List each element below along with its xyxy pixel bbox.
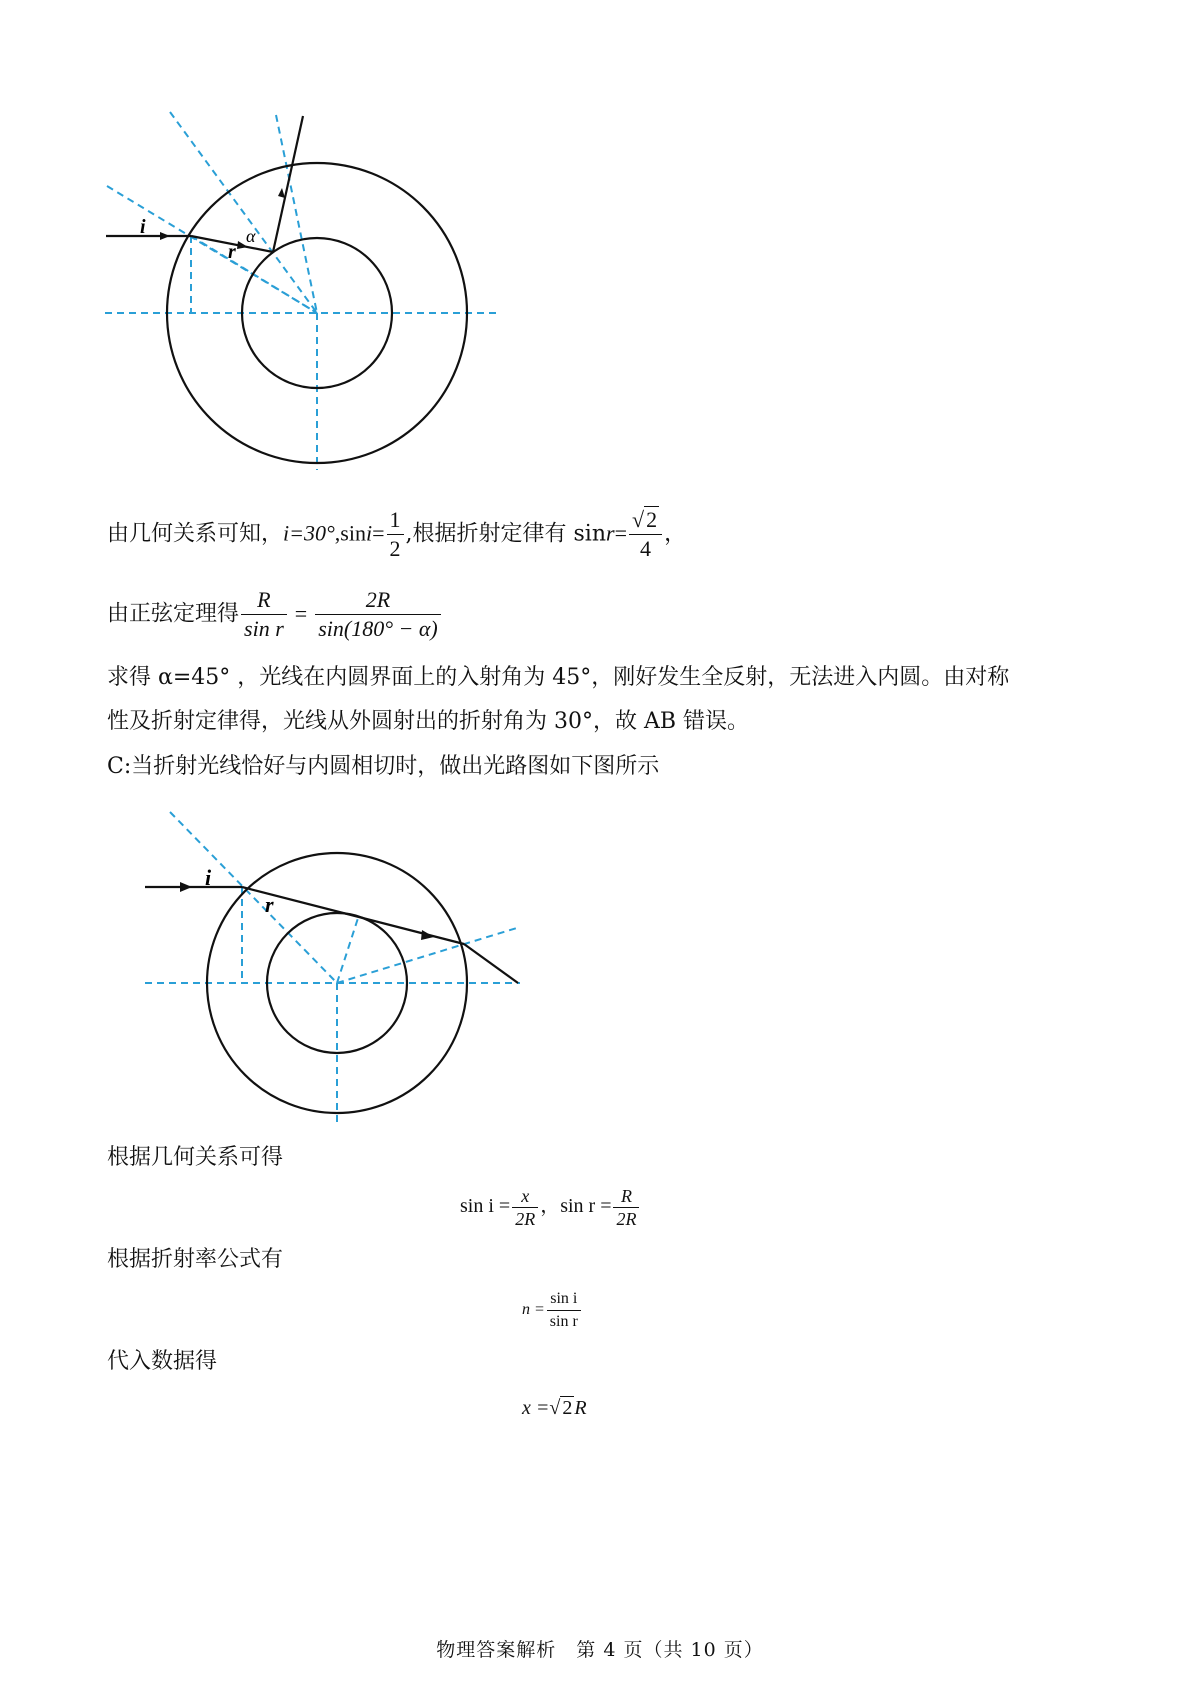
paragraph-6-lead: 代入数据得 bbox=[107, 1349, 218, 1374]
p1-r: r bbox=[606, 520, 615, 546]
eq2-num: R bbox=[613, 1185, 639, 1208]
figure-2-ray-diagram bbox=[140, 800, 530, 1130]
eq1-num: x bbox=[512, 1185, 538, 1208]
p1-half-num: 1 bbox=[387, 506, 404, 535]
n-den: sin r bbox=[549, 1313, 578, 1330]
label-i-2: i bbox=[205, 865, 212, 890]
p1-eq2: = bbox=[614, 520, 627, 546]
p2-eq: = bbox=[294, 600, 308, 626]
eq2-fraction bbox=[613, 1185, 639, 1230]
n-fraction bbox=[547, 1288, 581, 1333]
equation-n bbox=[522, 1288, 583, 1333]
label-r: r bbox=[228, 241, 236, 263]
p2-fraction-2 bbox=[315, 586, 441, 643]
p2-lead: 由正弦定理得 bbox=[107, 601, 240, 627]
p2-f1-den: sin r bbox=[244, 616, 284, 641]
p1-mid: ,根据折射定律有 sin bbox=[405, 521, 606, 547]
p1-sqrt-val: 2 bbox=[646, 507, 658, 532]
eq1-left: sin i = bbox=[460, 1195, 511, 1218]
paragraph-5-lead: 根据折射率公式有 bbox=[107, 1247, 284, 1272]
eq-sep: ， bbox=[540, 1195, 561, 1218]
p1-sin: ,sin bbox=[334, 520, 366, 546]
p1-end: ， bbox=[664, 521, 687, 547]
eq2-den: 2R bbox=[616, 1209, 637, 1229]
label-r-2: r bbox=[265, 892, 274, 917]
p2-f2-den: sin(180° − α) bbox=[318, 616, 438, 641]
paragraph-4-lead: 根据几何关系可得 bbox=[107, 1145, 284, 1170]
paragraph-3-line-1: 求得 α=45° ，光线在内圆界面上的入射角为 45°，刚好发生全反射，无法进入内圆。由对称 bbox=[107, 665, 1010, 690]
x-sqrt: √ 2 bbox=[549, 1397, 573, 1419]
x-left: x = bbox=[522, 1397, 550, 1419]
p2-fraction-1 bbox=[241, 586, 287, 643]
eq1-den: 2R bbox=[515, 1209, 536, 1229]
sqrt-sign: √2 bbox=[631, 507, 658, 532]
eq1-fraction bbox=[512, 1185, 538, 1230]
equation-sin-i-sin-r bbox=[460, 1185, 641, 1230]
paragraph-1 bbox=[107, 506, 686, 563]
page-footer: 物理答案解析 第 4 页（共 10 页） bbox=[436, 1639, 764, 1661]
p1-i-eq: i=30° bbox=[283, 520, 335, 546]
p1-lead: 由几何关系可知， bbox=[107, 521, 284, 547]
n-left: n = bbox=[522, 1301, 545, 1319]
p2-f1-num: R bbox=[241, 586, 287, 615]
p1-i2: i bbox=[365, 520, 373, 546]
figure-1-ray-diagram bbox=[100, 100, 520, 485]
paragraph-3-line-2: 性及折射定律得，光线从外圆射出的折射角为 30°，故 AB 错误。 bbox=[107, 709, 750, 734]
paragraph-2 bbox=[107, 586, 443, 643]
equation-x bbox=[522, 1393, 587, 1423]
x-right: R bbox=[574, 1397, 587, 1419]
p1-sr-den: 4 bbox=[640, 536, 652, 561]
label-alpha: α bbox=[246, 226, 256, 246]
p1-half-fraction bbox=[387, 506, 404, 563]
p1-half-den: 2 bbox=[389, 536, 401, 561]
n-num: sin i bbox=[547, 1288, 581, 1311]
p1-eq: = bbox=[372, 520, 385, 546]
eq2-left: sin r = bbox=[560, 1195, 612, 1218]
p2-f2-num: 2R bbox=[315, 586, 441, 615]
p1-sqrt-fraction bbox=[629, 506, 662, 563]
paragraph-3-line-3: C:当折射光线恰好与内圆相切时，做出光路图如下图所示 bbox=[107, 754, 660, 779]
x-sqrt-val: 2 bbox=[562, 1397, 573, 1419]
label-i: i bbox=[140, 216, 146, 238]
